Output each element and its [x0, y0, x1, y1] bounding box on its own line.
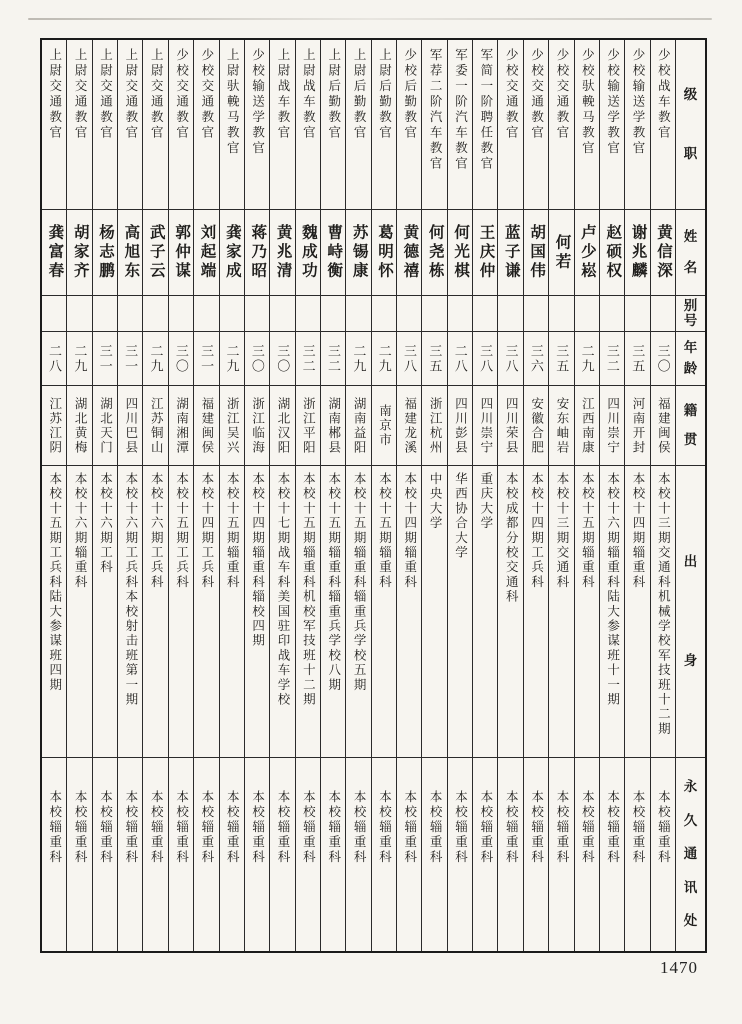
rank-cell: 上尉交通教官: [118, 40, 142, 210]
rank-cell: 少校交通教官: [549, 40, 573, 210]
age-cell: 三八: [397, 332, 421, 386]
header-native-place: [676, 386, 705, 466]
address-cell: 本校辎重科: [326, 790, 341, 865]
header-char: 讯: [683, 879, 698, 895]
person-column: [447, 40, 472, 951]
origin-cell: 华西协合大学: [448, 466, 472, 758]
alias-cell: [372, 296, 396, 332]
alias-cell: [600, 296, 624, 332]
age-cell: 三〇: [651, 332, 675, 386]
address-cell: 本校辎重科: [47, 790, 62, 865]
address-cell: 本校辎重科: [149, 790, 164, 865]
rank-cell: 少校输送学教官: [600, 40, 624, 210]
name-cell: 蓝子谦: [498, 210, 522, 296]
header-char: 年: [683, 340, 698, 356]
alias-cell: [625, 296, 649, 332]
person-column: [624, 40, 649, 951]
person-column: [219, 40, 244, 951]
alias-cell: [575, 296, 599, 332]
rank-cell: 上尉交通教官: [143, 40, 167, 210]
header-char: 龄: [683, 360, 698, 376]
alias-cell: [473, 296, 497, 332]
origin-cell: 本校十六期辎重科陆大参谋班十一期: [600, 466, 624, 758]
age-cell: 二九: [143, 332, 167, 386]
address-cell: 本校辎重科: [250, 790, 265, 865]
person-column: [548, 40, 573, 951]
native-place-cell: 江苏江阴: [42, 386, 66, 466]
age-cell: 三〇: [270, 332, 294, 386]
person-column: [497, 40, 522, 951]
rank-cell: 少校后勤教官: [397, 40, 421, 210]
native-place-cell: 安徽合肥: [524, 386, 548, 466]
person-column: [168, 40, 193, 951]
person-column: [269, 40, 294, 951]
rank-cell: 上尉交通教官: [67, 40, 91, 210]
name-cell: 赵硕权: [600, 210, 624, 296]
address-cell: 本校辎重科: [352, 790, 367, 865]
age-cell: 二九: [575, 332, 599, 386]
alias-cell: [397, 296, 421, 332]
alias-cell: [143, 296, 167, 332]
name-cell: 何若: [549, 210, 573, 296]
header-char: 号: [683, 312, 698, 328]
person-column: [574, 40, 599, 951]
person-column: [244, 40, 269, 951]
rank-cell: 军简一阶聘任教官: [473, 40, 497, 210]
alias-cell: [42, 296, 66, 332]
origin-cell: 本校十六期辎重科: [67, 466, 91, 758]
person-column: [193, 40, 218, 951]
person-column: [421, 40, 446, 951]
name-cell: 胡国伟: [524, 210, 548, 296]
origin-cell: 本校十五期辎重科: [372, 466, 396, 758]
native-place-cell: 福建闽侯: [651, 386, 675, 466]
native-place-cell: 湖南郴县: [321, 386, 345, 466]
alias-cell: [651, 296, 675, 332]
alias-cell: [448, 296, 472, 332]
rank-cell: 少校交通教官: [194, 40, 218, 210]
origin-cell: 本校十五期辎重科: [575, 466, 599, 758]
alias-cell: [346, 296, 370, 332]
age-cell: 二九: [346, 332, 370, 386]
rank-cell: 上尉战车教官: [296, 40, 320, 210]
name-cell: 武子云: [143, 210, 167, 296]
name-cell: 葛明怀: [372, 210, 396, 296]
header-char: 贯: [683, 431, 698, 447]
name-cell: 黄兆清: [270, 210, 294, 296]
header-char: 名: [683, 259, 698, 275]
native-place-cell: 湖南湘潭: [169, 386, 193, 466]
header-origin: [676, 466, 705, 758]
age-cell: 三一: [118, 332, 142, 386]
person-column: [42, 40, 66, 951]
rank-cell: 上尉交通教官: [93, 40, 117, 210]
name-cell: 王庆仲: [473, 210, 497, 296]
origin-cell: 本校十三期交通科: [549, 466, 573, 758]
header-char: 姓: [683, 228, 698, 244]
address-cell: 本校辎重科: [554, 790, 569, 865]
native-place-cell: 南京市: [372, 386, 396, 466]
header-char: 永: [683, 779, 698, 795]
person-column: [320, 40, 345, 951]
age-cell: 三二: [296, 332, 320, 386]
rank-cell: 上尉后勤教官: [321, 40, 345, 210]
alias-cell: [118, 296, 142, 332]
rank-cell: 军荐二阶汽车教官: [422, 40, 446, 210]
origin-cell: 本校十五期工兵科陆大参谋班四期: [42, 466, 66, 758]
person-column: [117, 40, 142, 951]
origin-cell: 本校十四期工兵科: [524, 466, 548, 758]
rank-cell: 上尉后勤教官: [372, 40, 396, 210]
age-cell: 三二: [600, 332, 624, 386]
address-cell: 本校辎重科: [453, 790, 468, 865]
person-column: [523, 40, 548, 951]
name-cell: 何光棋: [448, 210, 472, 296]
header-rank: [676, 40, 705, 210]
origin-cell: 本校十六期工兵科本校射击班第一期: [118, 466, 142, 758]
name-cell: 魏成功: [296, 210, 320, 296]
age-cell: 三五: [422, 332, 446, 386]
age-cell: 三二: [321, 332, 345, 386]
name-cell: 何尧栋: [422, 210, 446, 296]
person-column: [66, 40, 91, 951]
native-place-cell: 江苏铜山: [143, 386, 167, 466]
rank-cell: 上尉后勤教官: [346, 40, 370, 210]
age-cell: 三〇: [169, 332, 193, 386]
alias-cell: [93, 296, 117, 332]
alias-cell: [524, 296, 548, 332]
address-cell: 本校辎重科: [199, 790, 214, 865]
address-cell: 本校辎重科: [174, 790, 189, 865]
rank-cell: 少校驮輓马教官: [575, 40, 599, 210]
age-cell: 三一: [194, 332, 218, 386]
address-cell: 本校辎重科: [225, 790, 240, 865]
rank-cell: 少校输送学教官: [245, 40, 269, 210]
address-cell: 本校辎重科: [402, 790, 417, 865]
address-cell: 本校辎重科: [276, 790, 290, 865]
native-place-cell: 湖南益阳: [346, 386, 370, 466]
address-cell: 本校辎重科: [631, 790, 646, 865]
name-cell: 胡家齐: [67, 210, 91, 296]
age-cell: 三五: [549, 332, 573, 386]
native-place-cell: 浙江吴兴: [220, 386, 244, 466]
person-column: [472, 40, 497, 951]
rank-cell: 军委一阶汽车教官: [448, 40, 472, 210]
alias-cell: [296, 296, 320, 332]
rank-cell: 少校战车教官: [651, 40, 675, 210]
scan-artifact-line: [28, 18, 712, 20]
alias-cell: [270, 296, 294, 332]
name-cell: 高旭东: [118, 210, 142, 296]
page-number: 1470: [660, 958, 698, 977]
native-place-cell: 浙江平阳: [296, 386, 320, 466]
age-cell: 二九: [372, 332, 396, 386]
address-cell: 本校辎重科: [73, 790, 88, 865]
header-char: 出: [683, 553, 698, 569]
address-cell: 本校辎重科: [301, 790, 316, 865]
name-cell: 刘起端: [194, 210, 218, 296]
age-cell: 二九: [67, 332, 91, 386]
person-column: [371, 40, 396, 951]
age-cell: 三六: [524, 332, 548, 386]
header-address: [676, 758, 705, 951]
alias-cell: [220, 296, 244, 332]
name-cell: 杨志鹏: [93, 210, 117, 296]
rank-cell: 少校输送学教官: [625, 40, 649, 210]
address-cell: 本校辎重科: [605, 790, 620, 865]
rank-cell: 少校交通教官: [169, 40, 193, 210]
header-age: [676, 332, 705, 386]
address-cell: 本校辎重科: [123, 790, 138, 865]
rank-cell: 上尉交通教官: [42, 40, 66, 210]
native-place-cell: 四川荣县: [498, 386, 522, 466]
name-cell: 黄信深: [651, 210, 675, 296]
origin-cell: 本校十五期工兵科: [169, 466, 193, 758]
age-cell: 三一: [93, 332, 117, 386]
header-char: 职: [683, 145, 698, 161]
origin-cell: 中央大学: [422, 466, 446, 758]
header-char: 久: [683, 812, 698, 828]
native-place-cell: 浙江杭州: [422, 386, 446, 466]
origin-cell: 本校十五期辎重科机校军技班十二期: [296, 466, 320, 758]
origin-cell: 本校十七期战车科美国驻印战车学校: [270, 466, 294, 758]
age-cell: 三五: [625, 332, 649, 386]
native-place-cell: 安东岫岩: [549, 386, 573, 466]
alias-cell: [169, 296, 193, 332]
alias-cell: [422, 296, 446, 332]
header-char: 通: [683, 846, 698, 862]
person-column: [599, 40, 624, 951]
alias-cell: [321, 296, 345, 332]
native-place-cell: 江西南康: [575, 386, 599, 466]
rank-cell: 少校交通教官: [524, 40, 548, 210]
header-name: [676, 210, 705, 296]
age-cell: 三八: [498, 332, 522, 386]
native-place-cell: 四川崇宁: [473, 386, 497, 466]
origin-cell: 本校十三期交通科机械学校军技班十二期: [651, 466, 675, 758]
origin-cell: 本校十六期工科: [93, 466, 117, 758]
alias-cell: [498, 296, 522, 332]
address-cell: 本校辎重科: [529, 790, 544, 865]
address-cell: 本校辎重科: [98, 790, 113, 865]
alias-cell: [67, 296, 91, 332]
address-cell: 本校辎重科: [580, 790, 595, 865]
name-cell: 谢兆麟: [625, 210, 649, 296]
native-place-cell: 湖北天门: [93, 386, 117, 466]
rank-cell: 少校交通教官: [498, 40, 522, 210]
native-place-cell: 四川巴县: [118, 386, 142, 466]
header-char: 级: [683, 86, 698, 102]
address-cell: 本校辎重科: [478, 790, 493, 865]
header-char: 处: [683, 913, 698, 929]
origin-cell: 本校十四期辎重科: [625, 466, 649, 758]
name-cell: 曹峙衡: [321, 210, 345, 296]
native-place-cell: 浙江临海: [245, 386, 269, 466]
origin-cell: 本校十四期工兵科: [194, 466, 218, 758]
person-column: [650, 40, 675, 951]
person-column: [345, 40, 370, 951]
age-cell: 三八: [473, 332, 497, 386]
age-cell: 三〇: [245, 332, 269, 386]
origin-cell: 本校十四期辎重科: [397, 466, 421, 758]
rank-cell: 上尉战车教官: [270, 40, 294, 210]
origin-cell: 重庆大学: [473, 466, 497, 758]
age-cell: 二九: [220, 332, 244, 386]
person-column: [396, 40, 421, 951]
header-char: 别: [683, 298, 698, 314]
origin-cell: 本校十五期辎重科辎重兵学校八期: [321, 466, 345, 758]
header-alias: [676, 296, 705, 332]
name-cell: 苏锡康: [346, 210, 370, 296]
alias-cell: [245, 296, 269, 332]
origin-cell: 本校十四期辎重科辎校四期: [245, 466, 269, 758]
native-place-cell: 福建闽侯: [194, 386, 218, 466]
address-cell: 本校辎重科: [504, 790, 519, 865]
alias-cell: [194, 296, 218, 332]
native-place-cell: 福建龙溪: [397, 386, 421, 466]
native-place-cell: 湖北汉阳: [270, 386, 294, 466]
native-place-cell: 四川彭县: [448, 386, 472, 466]
header-char: 籍: [683, 402, 698, 418]
origin-cell: 本校十六期工兵科: [143, 466, 167, 758]
name-cell: 郭仲谋: [169, 210, 193, 296]
alias-cell: [549, 296, 573, 332]
name-cell: 蒋乃昭: [245, 210, 269, 296]
address-cell: 本校辎重科: [656, 790, 671, 865]
name-cell: 龚家成: [220, 210, 244, 296]
native-place-cell: 湖北黄梅: [67, 386, 91, 466]
person-column: [295, 40, 320, 951]
address-cell: 本校辎重科: [377, 790, 392, 865]
personnel-roster-table: [40, 38, 707, 953]
origin-cell: 本校十五期辎重科: [220, 466, 244, 758]
address-cell: 本校辎重科: [428, 790, 443, 865]
name-cell: 龚富春: [42, 210, 66, 296]
age-cell: 二八: [448, 332, 472, 386]
name-cell: 卢少崧: [575, 210, 599, 296]
age-cell: 二八: [42, 332, 66, 386]
header-char: 身: [683, 653, 698, 669]
rank-cell: 上尉驮輓马教官: [220, 40, 244, 210]
native-place-cell: 四川崇宁: [600, 386, 624, 466]
origin-cell: 本校成都分校交通科: [498, 466, 522, 758]
header-column: [675, 40, 705, 951]
person-column: [142, 40, 167, 951]
person-column: [92, 40, 117, 951]
origin-cell: 本校十五期辎重科辎重兵学校五期: [346, 466, 370, 758]
name-cell: 黄德禧: [397, 210, 421, 296]
native-place-cell: 河南开封: [625, 386, 649, 466]
